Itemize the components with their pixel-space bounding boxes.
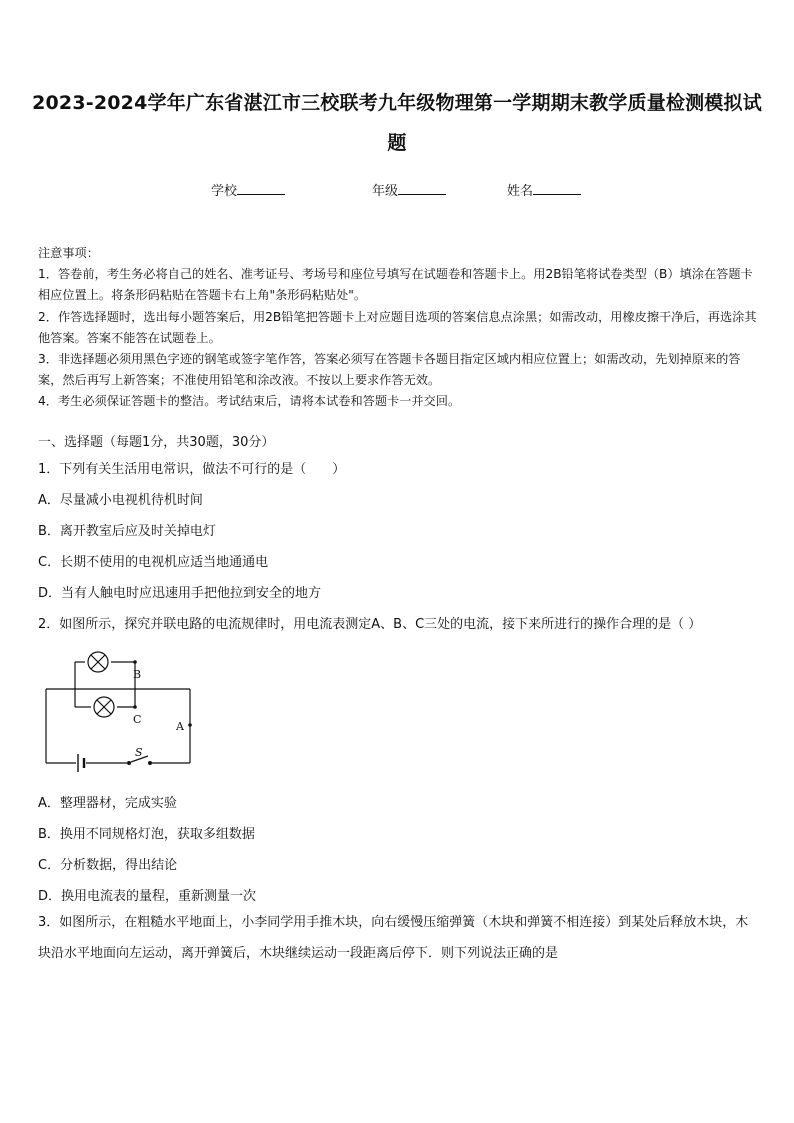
point-a-label: A	[176, 720, 184, 733]
instructions-block	[38, 243, 758, 413]
q2-option-c[interactable]: C．分析数据，得出结论	[38, 858, 178, 873]
instructions-heading: 注意事项：	[38, 246, 99, 260]
q2-stem: 2．如图所示，探究并联电路的电流规律时，用电流表测定A、B、C三处的电流，接下来所进行的操作合理的是（ ）	[38, 617, 702, 632]
section-heading: 一、选择题（每题1分，共30题，30分）	[38, 435, 275, 450]
q1-option-d[interactable]: D．当有人触电时应迅速用手把他拉到安全的地方	[38, 586, 322, 601]
school-label: 学校	[211, 184, 238, 199]
q1-option-a[interactable]: A．尽量减小电视机待机时间	[38, 493, 203, 508]
name-label: 姓名	[507, 184, 534, 199]
instruction-item-3: 3．非选择题必须用黑色字迹的钢笔或签字笔作答，答案必须写在答题卡各题目指定区域内相应位置上；如需改动，先划掉原来的答案，然后再写上新答案；不准使用铅笔和涂改液。不按以上要求作答无效。	[38, 352, 741, 388]
name-blank[interactable]	[533, 182, 581, 195]
instruction-item-4: 4．考生必须保证答题卡的整洁。考试结束后，请将本试卷和答题卡一并交回。	[38, 394, 461, 409]
q2-option-d[interactable]: D．换用电流表的量程，重新测量一次	[38, 889, 257, 904]
school-field[interactable]	[211, 180, 285, 199]
point-c-label: C	[133, 713, 142, 726]
exam-title-line2: 题	[387, 132, 407, 154]
instruction-item-1: 1．答卷前，考生务必将自己的姓名、准考证号、考场号和座位号填写在试题卷和答题卡上。用2B铅笔将试卷类型（B）填涂在答题卡相应位置上。将条形码粘贴在答题卡右上角"条形码粘贴处"。	[38, 267, 753, 303]
school-blank[interactable]	[237, 182, 285, 195]
exam-title-line1: 2023-2024学年广东省湛江市三校联考九年级物理第一学期期末教学质量检测模拟试	[32, 92, 762, 114]
q1-option-b[interactable]: B．离开教室后应及时关掉电灯	[38, 524, 216, 539]
q3-stem: 3．如图所示，在粗糙水平地面上，小李同学用手推木块，向右缓慢压缩弹簧（木块和弹簧不相连接）到某处后释放木块，木块沿水平地面向左运动，离开弹簧后，木块继续运动一段距离后停下．则下列说法正确的是	[38, 915, 749, 961]
instruction-item-2: 2．作答选择题时，选出每小题答案后，用2B铅笔把答题卡上对应题目选项的答案信息点涂黑；如需改动，用橡皮擦干净后，再选涂其他答案。答案不能答在试题卷上。	[38, 309, 757, 345]
parallel-circuit-diagram	[40, 648, 200, 778]
grade-label: 年级	[372, 184, 399, 199]
name-field[interactable]	[507, 180, 581, 199]
q1-stem: 1．下列有关生活用电常识，做法不可行的是（ ）	[38, 462, 346, 477]
q2-option-b[interactable]: B．换用不同规格灯泡，获取多组数据	[38, 827, 255, 842]
q1-option-c[interactable]: C．长期不使用的电视机应适当地通通电	[38, 555, 269, 570]
switch-s-label: S	[135, 746, 143, 759]
grade-field[interactable]	[372, 180, 446, 199]
q2-option-a[interactable]: A．整理器材，完成实验	[38, 796, 177, 811]
grade-blank[interactable]	[398, 182, 446, 195]
point-b-label: B	[133, 668, 142, 681]
